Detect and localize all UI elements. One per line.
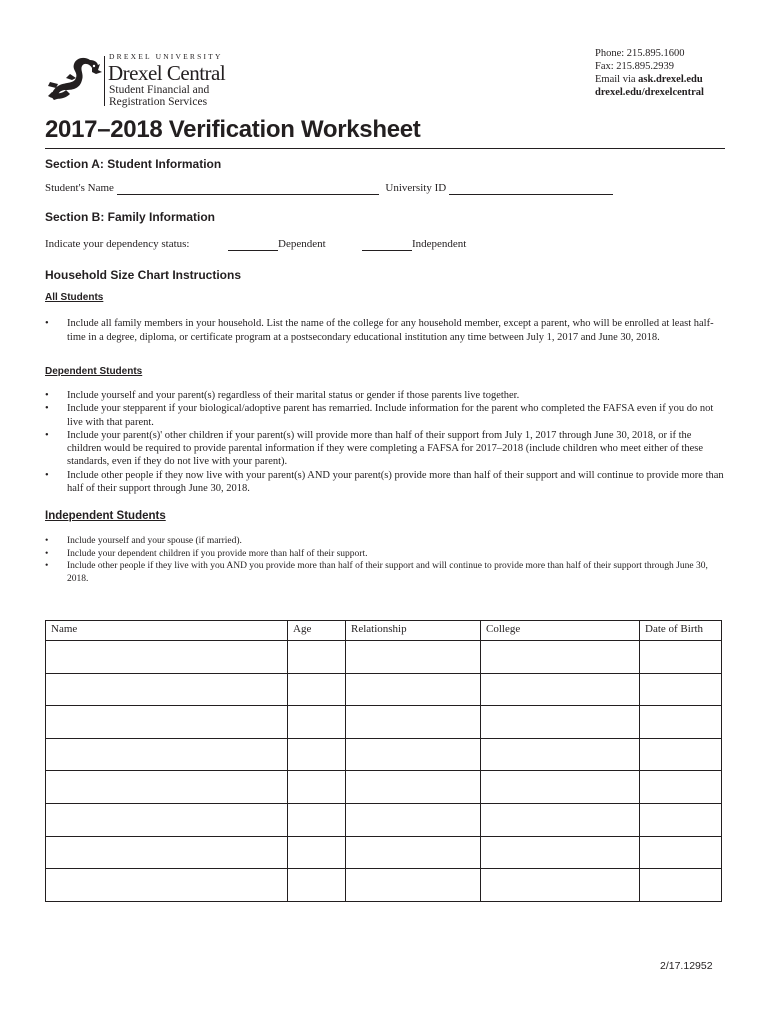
table-row <box>46 836 722 869</box>
table-row <box>46 738 722 771</box>
drexel-logo <box>46 50 246 110</box>
dependent-label: Dependent <box>278 238 326 250</box>
table-row <box>46 706 722 739</box>
university-id-label: University ID <box>385 182 447 194</box>
relationship-cell[interactable] <box>346 771 481 804</box>
table-row <box>46 673 722 706</box>
dragon-icon <box>46 54 102 102</box>
form-code: 2/17.12952 <box>660 960 713 972</box>
table-row <box>46 869 722 902</box>
college-cell[interactable] <box>481 803 640 836</box>
age-cell[interactable] <box>288 673 346 706</box>
table-row <box>46 803 722 836</box>
name-cell[interactable] <box>46 706 288 739</box>
independent-students-heading: Independent Students <box>45 510 166 522</box>
brand-name: Drexel Central <box>108 61 226 85</box>
relationship-cell[interactable] <box>346 706 481 739</box>
list-item: • Include other people if they live with you AND you provide more than half of their support and will continue to provide more than half of their support through June 30, 2018. <box>45 560 725 585</box>
date-of-birth-cell[interactable] <box>640 673 722 706</box>
name-cell[interactable] <box>46 803 288 836</box>
dependency-status-label: Indicate your dependency status: <box>45 238 190 250</box>
date-of-birth-cell[interactable] <box>640 803 722 836</box>
table-row <box>46 771 722 804</box>
college-cell[interactable] <box>481 706 640 739</box>
relationship-cell[interactable] <box>346 641 481 674</box>
column-header-date-of-birth: Date of Birth <box>640 621 722 641</box>
student-name-row <box>45 182 613 195</box>
relationship-cell[interactable] <box>346 738 481 771</box>
college-cell[interactable] <box>481 673 640 706</box>
section-b-heading: Section B: Family Information <box>45 210 216 224</box>
brand-subtitle-line1: Student Financial and <box>109 84 210 96</box>
dependent-students-list <box>45 389 725 495</box>
name-cell[interactable] <box>46 641 288 674</box>
relationship-cell[interactable] <box>346 836 481 869</box>
age-cell[interactable] <box>288 641 346 674</box>
age-cell[interactable] <box>288 803 346 836</box>
college-cell[interactable] <box>481 738 640 771</box>
list-item: • Include your stepparent if your biological/adoptive parent has remarried. Include information for the parent who completed the FAFSA even if you do not live with that parent. <box>45 402 725 429</box>
dependent-students-heading: Dependent Students <box>45 366 143 377</box>
all-students-list <box>45 317 725 344</box>
age-cell[interactable] <box>288 836 346 869</box>
date-of-birth-cell[interactable] <box>640 641 722 674</box>
name-cell[interactable] <box>46 869 288 902</box>
relationship-cell[interactable] <box>346 803 481 836</box>
contact-info <box>595 47 704 99</box>
column-header-relationship: Relationship <box>346 621 481 641</box>
relationship-cell[interactable] <box>346 869 481 902</box>
list-item: • Include yourself and your parent(s) regardless of their marital status or gender if those parents live together. <box>45 389 725 402</box>
name-cell[interactable] <box>46 673 288 706</box>
college-cell[interactable] <box>481 641 640 674</box>
column-header-college: College <box>481 621 640 641</box>
title-divider <box>45 148 725 149</box>
name-cell[interactable] <box>46 836 288 869</box>
page-title: 2017–2018 Verification Worksheet <box>45 116 421 143</box>
list-item: • Include other people if they now live with your parent(s) AND your parent(s) provide more than half of their support and will continue to provide more than half of their support through June 30, 2018. <box>45 469 725 496</box>
email-prefix: Email via <box>595 74 639 85</box>
fax-number: Fax: 215.895.2939 <box>595 61 675 72</box>
age-cell[interactable] <box>288 738 346 771</box>
name-cell[interactable] <box>46 738 288 771</box>
table-row <box>46 641 722 674</box>
independent-blank[interactable] <box>362 238 412 251</box>
age-cell[interactable] <box>288 706 346 739</box>
independent-students-list <box>45 535 725 585</box>
household-table <box>45 620 722 902</box>
website-link[interactable]: drexel.edu/drexelcentral <box>595 87 704 98</box>
date-of-birth-cell[interactable] <box>640 738 722 771</box>
date-of-birth-cell[interactable] <box>640 836 722 869</box>
student-name-label: Student's Name <box>45 182 114 194</box>
table-header-row <box>46 621 722 641</box>
college-cell[interactable] <box>481 836 640 869</box>
student-name-field[interactable] <box>117 182 379 195</box>
dependent-blank[interactable] <box>228 238 278 251</box>
age-cell[interactable] <box>288 771 346 804</box>
phone-number: Phone: 215.895.1600 <box>595 48 685 59</box>
email-line <box>595 73 704 86</box>
date-of-birth-cell[interactable] <box>640 706 722 739</box>
relationship-cell[interactable] <box>346 673 481 706</box>
brand-subtitle-line2: Registration Services <box>109 96 208 108</box>
email-link[interactable]: ask.drexel.edu <box>638 74 703 85</box>
date-of-birth-cell[interactable] <box>640 771 722 804</box>
college-cell[interactable] <box>481 771 640 804</box>
logo-divider <box>104 56 105 106</box>
college-cell[interactable] <box>481 869 640 902</box>
all-students-heading: All Students <box>45 292 104 303</box>
household-heading: Household Size Chart Instructions <box>45 268 242 282</box>
dependent-option[interactable] <box>228 238 326 251</box>
list-item: • Include yourself and your spouse (if married). <box>45 535 725 548</box>
list-item: • Include your dependent children if you provide more than half of their support. <box>45 548 725 561</box>
section-a-heading: Section A: Student Information <box>45 157 222 171</box>
university-id-field[interactable] <box>449 182 613 195</box>
independent-label: Independent <box>412 238 467 250</box>
age-cell[interactable] <box>288 869 346 902</box>
independent-option[interactable] <box>362 238 466 251</box>
column-header-age: Age <box>288 621 346 641</box>
list-item: • Include your parent(s)' other children if your parent(s) will provide more than half of their support from July 1, 2017 through June 30, 2018, or if the children would be required to provide parental information if they were completing a FAFSA for 2017–2018 (include children who meet either of these standards, even if they do not live with your parent). <box>45 429 725 469</box>
column-header-name: Name <box>46 621 288 641</box>
list-item: • Include all family members in your household. List the name of the college for any household member, except a parent, who will be enrolled at least half-time in a degree, diploma, or certificate program at a postsecondary educational institution any time between July 1, 2017 and June 30, 2018. <box>45 317 725 344</box>
date-of-birth-cell[interactable] <box>640 869 722 902</box>
name-cell[interactable] <box>46 771 288 804</box>
university-name: DREXEL UNIVERSITY <box>109 52 223 61</box>
